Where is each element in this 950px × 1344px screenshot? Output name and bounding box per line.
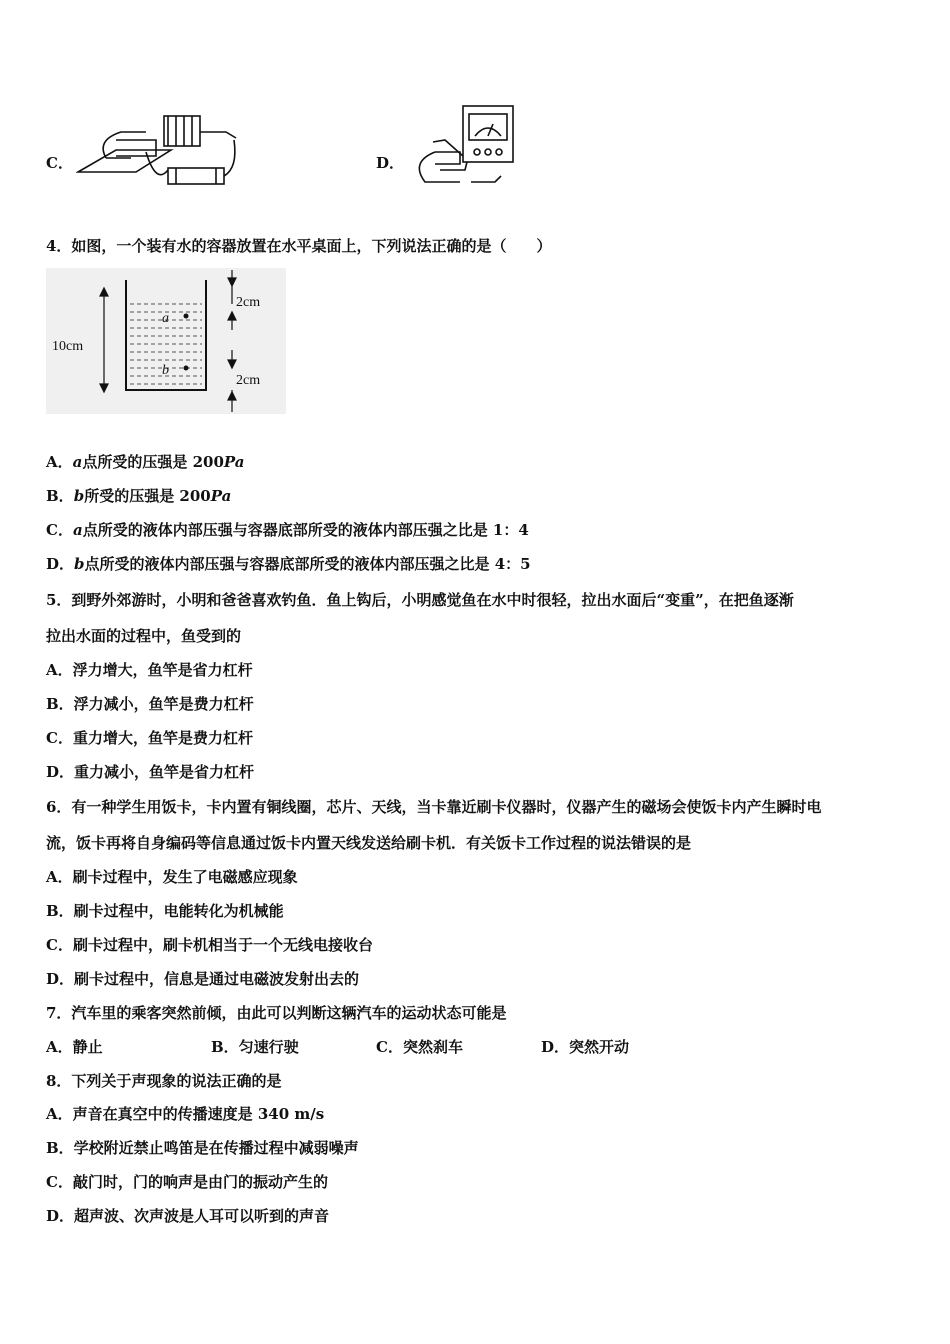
q5-stem-line1: 5．到野外郊游时，小明和爸爸喜欢钓鱼．鱼上钩后，小明感觉鱼在水中时很轻，拉出水面后“变重”，在把鱼逐渐 [46, 591, 794, 609]
q4-option-c: C．a点所受的液体内部压强与容器底部所受的液体内部压强之比是 1：4 [46, 521, 529, 539]
q8-option-c: C．敲门时，门的响声是由门的振动产生的 [46, 1173, 328, 1191]
point-a-marker [184, 314, 189, 319]
q5-option-a: A．浮力增大，鱼竿是省力杠杆 [46, 661, 253, 679]
q5-option-b: B．浮力减小，鱼竿是费力杠杆 [46, 695, 254, 713]
q6-option-d: D．刷卡过程中，信息是通过电磁波发射出去的 [46, 970, 360, 988]
q6-stem-line1: 6．有一种学生用饭卡，卡内置有铜线圈，芯片、天线，当卡靠近刷卡仪器时，仪器产生的磁场会使饭卡内产生瞬时电 [46, 798, 822, 816]
q7-option-c: C．突然刹车 [376, 1038, 463, 1056]
label-height: 10cm [52, 339, 84, 354]
q4-option-d: D．b点所受的液体内部压强与容器底部所受的液体内部压强之比是 4：5 [46, 555, 531, 573]
q3-option-d-figure [405, 100, 525, 195]
label-bottom-gap: 2cm [236, 373, 261, 388]
q8-option-b: B．学校附近禁止鸣笛是在传播过程中减弱噪声 [46, 1139, 359, 1157]
label-top-gap: 2cm [236, 295, 261, 310]
q7-stem: 7．汽车里的乘客突然前倾，由此可以判断这辆汽车的运动状态可能是 [46, 1004, 507, 1022]
point-a-label: a [162, 311, 169, 326]
q6-option-b: B．刷卡过程中，电能转化为机械能 [46, 902, 284, 920]
q5-stem-line2: 拉出水面的过程中，鱼受到的 [46, 627, 242, 645]
q4-option-a: A．a点所受的压强是 200Pa [46, 453, 245, 471]
point-b-marker [184, 366, 189, 371]
q7-option-b: B．匀速行驶 [211, 1038, 299, 1056]
q3-option-d-label: D． [376, 154, 405, 172]
q4-container-figure [46, 268, 286, 414]
q6-stem-line2: 流，饭卡再将自身编码等信息通过饭卡内置天线发送给刷卡机．有关饭卡工作过程的说法错误的是 [46, 834, 692, 852]
q8-option-a: A．声音在真空中的传播速度是 340 m/s [46, 1105, 325, 1123]
q5-option-c: C．重力增大，鱼竿是费力杠杆 [46, 729, 253, 747]
q5-option-d: D．重力减小，鱼竿是省力杠杆 [46, 763, 255, 781]
q6-option-c: C．刷卡过程中，刷卡机相当于一个无线电接收台 [46, 936, 373, 954]
q7-option-a: A．静止 [46, 1038, 103, 1056]
q4-option-b: B．b所受的压强是 200Pa [46, 487, 232, 505]
point-b-label: b [162, 363, 169, 378]
q3-option-c-figure [76, 110, 246, 192]
q8-option-d: D．超声波、次声波是人耳可以听到的声音 [46, 1207, 330, 1225]
q4-stem: 4．如图，一个装有水的容器放置在水平桌面上，下列说法正确的是（ ） [46, 237, 552, 255]
q6-option-a: A．刷卡过程中，发生了电磁感应现象 [46, 868, 298, 886]
q8-stem: 8．下列关于声现象的说法正确的是 [46, 1072, 282, 1090]
q7-option-d: D．突然开动 [541, 1038, 630, 1056]
q3-option-c-label: C． [46, 154, 73, 172]
